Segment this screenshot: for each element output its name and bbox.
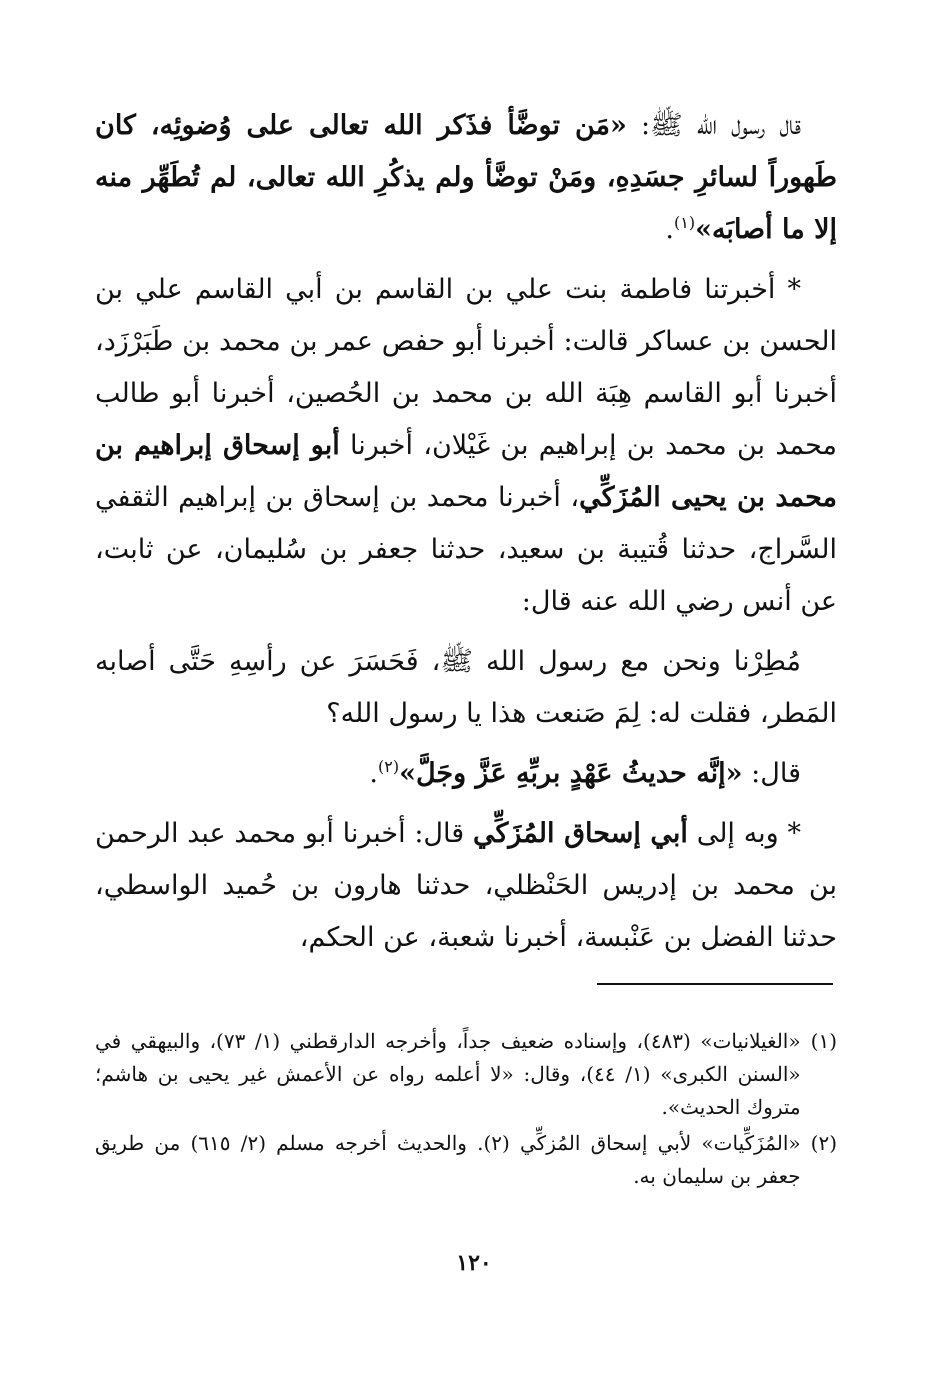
footnote-1 bbox=[95, 1025, 837, 1124]
narrator-name: أبي إسحاق المُزَكِّي bbox=[472, 818, 688, 849]
footnote-number: (٢) bbox=[810, 1131, 837, 1155]
hadith-intro: قال رسول الله ﷺ: bbox=[626, 110, 801, 141]
paragraph-hadith-2 bbox=[95, 636, 837, 740]
sentence-end: . bbox=[665, 214, 674, 245]
footnotes bbox=[95, 1025, 837, 1196]
isnad-text: * أخبرتنا فاطمة بنت علي بن القاسم بن أبي القاسم علي بن الحسن بن عساكر قالت: أخبرنا أبو حفص عمر بن محمد بن طَبَرْزَد، أخبرنا أبو القاسم هِبَة الله بن محمد بن الحُصين، أخبرنا أبو طالب محمد بن محمد بن إبراهيم بن غَيْلان، أخبرنا bbox=[95, 274, 837, 461]
isnad-text: * وبه إلى bbox=[687, 818, 801, 849]
hadith-quote: «مَن توضَّأ فذَكر الله تعالى على وُضوئِه، كان طَهوراً لسائرِ جسَدِهِ، ومَنْ توضَّأ ولم يذكُرِ الله تعالى، لم تُطَهِّر منه إلا ما أصابَه» bbox=[95, 110, 837, 245]
isnad-text: ، أخبرنا محمد بن إسحاق بن إبراهيم الثقفي السَّراج، حدثنا قُتيبة بن سعيد، حدثنا جعفر بن سُليمان، عن ثابت، عن أنس رضي الله عنه قال: bbox=[95, 482, 837, 617]
paragraph-hadith-2-answer bbox=[95, 748, 837, 800]
hadith-quote: «إنَّه حديثُ عَهْدٍ بربِّهِ عَزَّ وجَلَّ» bbox=[399, 758, 743, 789]
paragraph-hadith-1 bbox=[95, 100, 837, 256]
isnad-text: قال: أخبرنا أبو محمد عبد الرحمن بن محمد بن إدريس الحَنْظلي، حدثنا هارون بن حُميد الواسطي، حدثنا الفضل بن عَنْبسة، أخبرنا شعبة، عن الحكم، bbox=[95, 818, 837, 953]
hadith-intro: قال: bbox=[742, 758, 801, 789]
sentence-end: . bbox=[369, 758, 379, 789]
footnote-text: «الغيلانيات» (٤٨٣)، وإسناده ضعيف جداً، وأخرجه الدارقطني (١/ ٧٣)، والبيهقي في «السنن الكبرى» (١/ ٤٤)، وقال: «لا أعلمه رواه عن الأعمش غير يحيى بن هاشم؛ متروك الحديث». bbox=[95, 1029, 801, 1119]
main-text bbox=[95, 100, 837, 972]
paragraph-isnad-1 bbox=[95, 264, 837, 628]
footnote-2 bbox=[95, 1127, 837, 1193]
footnote-ref[interactable]: (٢) bbox=[378, 757, 400, 776]
hadith-text: مُطِرْنا ونحن مع رسول الله ﷺ، فَحَسَرَ عن رأسِهِ حَتَّى أصابه المَطر، فقلت له: لِمَ صَنعت هذا يا رسول الله؟ bbox=[95, 646, 837, 729]
page-number: ١٢٠ bbox=[456, 1250, 492, 1276]
paragraph-isnad-2 bbox=[95, 808, 837, 964]
footnote-divider bbox=[597, 983, 833, 985]
footnote-text: «المُزَكِّيات» لأبي إسحاق المُزكِّي (٢). والحديث أخرجه مسلم (٢/ ٦١٥) من طريق جعفر بن سليمان به. bbox=[95, 1131, 801, 1188]
footnote-number: (١) bbox=[810, 1029, 837, 1053]
narrator-name: أبو إسحاق إبراهيم بن محمد بن يحيى المُزَكِّي bbox=[95, 430, 837, 513]
footnote-ref[interactable]: (١) bbox=[673, 213, 696, 232]
